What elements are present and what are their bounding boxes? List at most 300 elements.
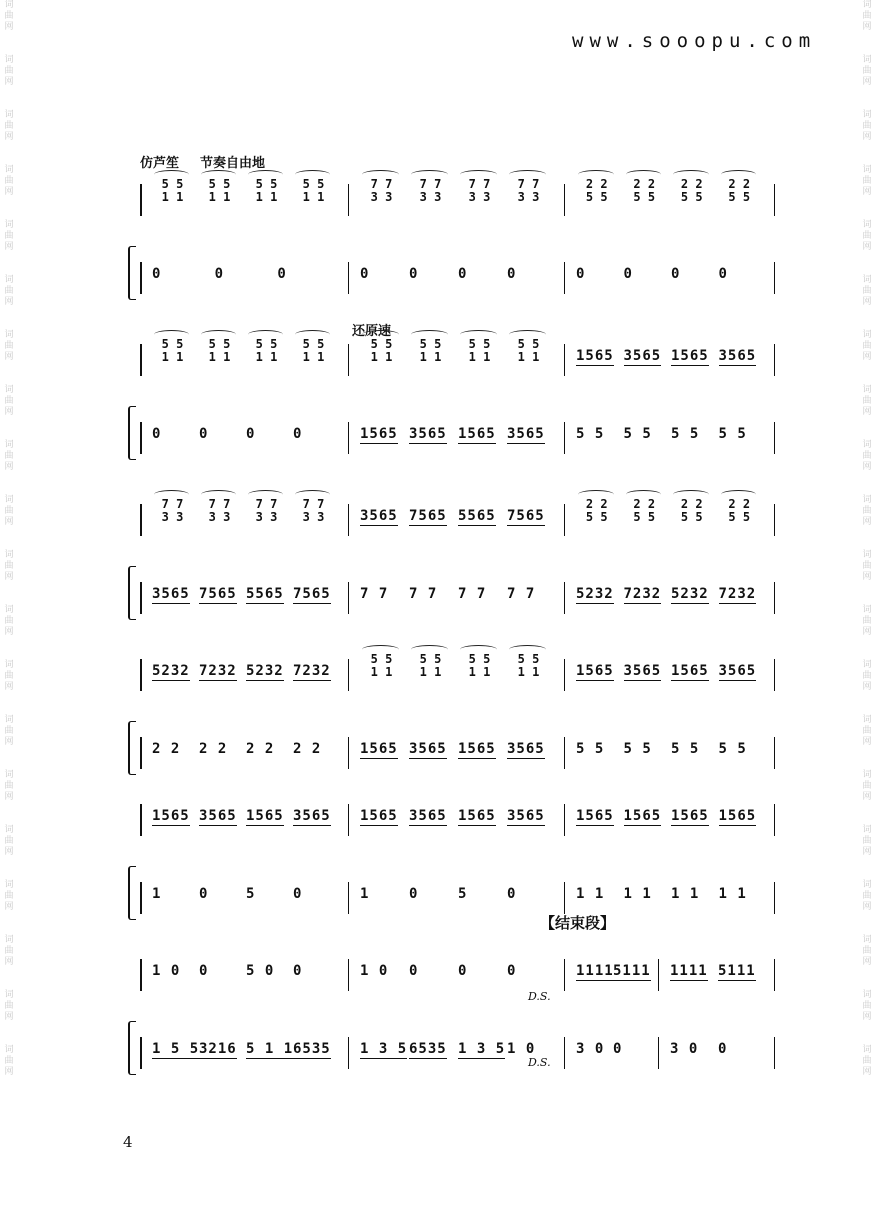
note-lower: 5 5 (633, 510, 656, 524)
watermark-char: 词 (862, 440, 872, 450)
note-text: 0 (360, 266, 370, 282)
note-group (576, 886, 604, 902)
note-group (576, 663, 614, 679)
score-system (128, 337, 768, 462)
note-group (152, 426, 161, 442)
watermark-char: 词 (862, 715, 872, 725)
barline (348, 184, 349, 216)
system-brace (128, 246, 136, 300)
watermark-char: 曲 (862, 451, 872, 461)
watermark-char: 网 (4, 1067, 14, 1077)
left-watermark-column (2, 0, 16, 1218)
slur (362, 170, 399, 179)
slur (201, 170, 236, 179)
slur (295, 170, 330, 179)
slur (509, 170, 546, 179)
watermark-char: 词 (4, 715, 14, 725)
note-lower: 3 3 (517, 190, 540, 204)
note-text: 2 2 (293, 741, 322, 757)
barline (774, 184, 775, 216)
barline (348, 504, 349, 536)
note-group (277, 266, 286, 282)
watermark-char: 词 (862, 1045, 872, 1055)
note-upper: 5 5 (161, 337, 184, 351)
slur (248, 330, 283, 339)
watermark-gap (860, 528, 874, 550)
note-group (199, 963, 208, 979)
note-lower: 1 1 (517, 350, 540, 364)
slur (673, 490, 709, 499)
note-text: 5 0 (246, 963, 275, 979)
note-group (409, 808, 447, 824)
barline (564, 804, 565, 836)
note-text: 0 (458, 963, 468, 979)
instrument-label: 仿芦笙 (140, 156, 180, 171)
watermark-char: 曲 (862, 341, 872, 351)
note-text: 3565 (507, 426, 545, 442)
note-text: 6535 (293, 1041, 331, 1057)
watermark-char: 词 (862, 165, 872, 175)
watermark-char: 曲 (4, 11, 14, 21)
note-text: 1565 (718, 808, 757, 824)
watermark-char: 曲 (4, 121, 14, 131)
note-group (624, 663, 662, 679)
right-watermark-column (860, 0, 874, 1218)
slur (201, 490, 236, 499)
watermark-char: 网 (4, 407, 14, 417)
ds-mark-lower: D.S. (528, 1056, 551, 1069)
watermark-gap (2, 803, 16, 825)
note-text: 5 5 (718, 426, 747, 442)
note-group (293, 663, 331, 679)
barline (774, 262, 775, 294)
note-upper: 5 5 (370, 337, 393, 351)
note-group (624, 586, 662, 602)
note-text: 7 7 (507, 586, 536, 602)
watermark-char: 词 (4, 495, 14, 505)
watermark-char: 网 (4, 22, 14, 32)
barline (774, 737, 775, 769)
watermark-gap (860, 473, 874, 495)
note-text: 0 (409, 886, 419, 902)
barline (658, 959, 659, 991)
note-text: 0 (718, 1041, 728, 1057)
watermark-char: 网 (4, 242, 14, 252)
watermark-char: 曲 (862, 231, 872, 241)
barline (774, 959, 775, 991)
watermark-char: 网 (862, 1067, 872, 1077)
note-text: 1 0 (152, 963, 181, 979)
note-group (719, 426, 747, 442)
note-upper: 2 2 (680, 497, 703, 511)
note-group (152, 963, 180, 979)
note-group (624, 741, 652, 757)
note-text: 1565 (458, 808, 496, 824)
watermark-char: 曲 (4, 506, 14, 516)
slur (509, 330, 546, 339)
note-group (199, 741, 227, 757)
note-group (293, 426, 302, 442)
watermark-char: 曲 (862, 726, 872, 736)
upper-staff (140, 652, 768, 695)
note-lower: 1 1 (468, 665, 491, 679)
note-text: 0 (623, 266, 633, 282)
note-text: 0 (409, 963, 419, 979)
note-text: 0 (199, 426, 209, 442)
note-stack (576, 178, 618, 204)
note-group (613, 963, 651, 979)
note-upper: 5 5 (208, 337, 231, 351)
watermark-char: 网 (862, 737, 872, 747)
barline (774, 344, 775, 376)
barline (140, 184, 142, 216)
note-text: 5 (246, 886, 256, 902)
note-group (360, 586, 388, 602)
barline (140, 882, 142, 914)
note-text: 3565 (623, 348, 662, 364)
note-upper: 5 5 (517, 337, 540, 351)
watermark-char: 网 (862, 572, 872, 582)
note-group (719, 886, 747, 902)
watermark-char: 词 (4, 880, 14, 890)
watermark-char: 词 (4, 660, 14, 670)
note-text: 1565 (458, 741, 496, 757)
watermark-char: 网 (4, 957, 14, 967)
note-upper: 7 7 (517, 177, 540, 191)
note-lower: 1 1 (370, 665, 393, 679)
note-text: 0 (293, 963, 303, 979)
note-stack (293, 498, 334, 524)
barline (140, 1037, 142, 1069)
system-brace (128, 406, 136, 460)
slur (460, 170, 497, 179)
barline (348, 1037, 349, 1069)
watermark-gap (860, 33, 874, 55)
watermark-gap (860, 253, 874, 275)
watermark-gap (860, 693, 874, 715)
note-text: 3565 (293, 808, 331, 824)
watermark-gap (860, 143, 874, 165)
note-group (719, 266, 728, 282)
note-text: 0 (199, 963, 209, 979)
note-text: 1 3 5 (360, 1041, 408, 1057)
note-text: 1 3 5 (458, 1041, 506, 1057)
note-text: 2 2 (152, 741, 181, 757)
note-upper: 5 5 (468, 652, 491, 666)
watermark-char: 词 (862, 220, 872, 230)
note-group (671, 586, 709, 602)
note-lower: 1 1 (302, 190, 325, 204)
note-group (458, 586, 486, 602)
watermark-gap (2, 583, 16, 605)
note-upper: 7 7 (161, 497, 184, 511)
note-group (671, 663, 709, 679)
watermark-char: 词 (862, 660, 872, 670)
barline (564, 659, 565, 691)
note-lower: 3 3 (255, 510, 278, 524)
note-group (246, 663, 284, 679)
note-text: 5232 (671, 586, 709, 602)
note-upper: 5 5 (302, 177, 325, 191)
note-upper: 2 2 (585, 177, 608, 191)
watermark-char: 网 (4, 572, 14, 582)
note-stack (671, 178, 713, 204)
note-group (576, 266, 585, 282)
watermark-char: 词 (862, 550, 872, 560)
watermark-char: 网 (4, 517, 14, 527)
note-group (670, 1041, 698, 1057)
note-upper: 7 7 (208, 497, 231, 511)
slur (509, 645, 546, 654)
note-upper: 7 7 (255, 497, 278, 511)
note-lower: 1 1 (302, 350, 325, 364)
note-lower: 3 3 (370, 190, 393, 204)
watermark-char: 曲 (862, 176, 872, 186)
note-stack (199, 498, 240, 524)
barline (774, 422, 775, 454)
note-upper: 2 2 (633, 177, 656, 191)
note-text: 1565 (576, 808, 614, 824)
note-upper: 2 2 (633, 497, 656, 511)
note-text: 5111 (718, 963, 756, 979)
note-stack (293, 338, 334, 364)
watermark-char: 网 (4, 847, 14, 857)
watermark-char: 网 (4, 297, 14, 307)
upper-staff (140, 177, 768, 220)
note-text: 3565 (199, 808, 237, 824)
note-stack (458, 178, 501, 204)
note-group (458, 886, 467, 902)
watermark-char: 曲 (862, 836, 872, 846)
watermark-gap (2, 968, 16, 990)
note-text: 7232 (199, 663, 237, 679)
barline (774, 659, 775, 691)
watermark-char: 网 (862, 847, 872, 857)
slur (673, 170, 709, 179)
watermark-char: 网 (862, 682, 872, 692)
note-group (360, 508, 398, 524)
watermark-char: 网 (862, 22, 872, 32)
note-group (507, 426, 545, 442)
watermark-char: 网 (862, 1012, 872, 1022)
note-stack (409, 653, 452, 679)
note-group (719, 586, 757, 602)
watermark-char: 网 (862, 792, 872, 802)
note-group (624, 808, 662, 824)
note-group (246, 741, 274, 757)
note-group (507, 808, 545, 824)
note-lower: 5 5 (585, 190, 608, 204)
watermark-char: 词 (4, 440, 14, 450)
watermark-char: 曲 (4, 451, 14, 461)
note-group (624, 266, 633, 282)
note-group (624, 886, 652, 902)
note-text: 7232 (623, 586, 662, 602)
note-group (576, 426, 604, 442)
watermark-char: 网 (862, 462, 872, 472)
watermark-char: 曲 (862, 11, 872, 21)
barline (348, 422, 349, 454)
watermark-char: 词 (862, 880, 872, 890)
watermark-char: 曲 (862, 1056, 872, 1066)
barline (774, 1037, 775, 1069)
note-text: 7 7 (409, 586, 438, 602)
note-group (246, 586, 284, 602)
barline (348, 882, 349, 914)
note-text: 5 5 (623, 426, 652, 442)
note-group (360, 426, 398, 442)
note-group (458, 1041, 505, 1057)
watermark-char: 词 (4, 825, 14, 835)
barline (564, 582, 565, 614)
note-text: 0 (409, 266, 419, 282)
note-text: 1 (152, 886, 162, 902)
watermark-char: 词 (4, 330, 14, 340)
note-upper: 5 5 (517, 652, 540, 666)
note-text: 1 0 (360, 963, 389, 979)
note-text: 1565 (458, 426, 496, 442)
note-stack (360, 653, 403, 679)
note-text: 5 5 (576, 741, 605, 757)
note-group (507, 886, 516, 902)
barline (564, 1037, 565, 1069)
watermark-char: 网 (862, 627, 872, 637)
watermark-char: 词 (4, 275, 14, 285)
note-text: 7 7 (458, 586, 487, 602)
note-text: 0 (277, 266, 287, 282)
watermark-char: 词 (4, 1045, 14, 1055)
note-text: 1565 (360, 741, 398, 757)
note-text: 3565 (360, 508, 398, 524)
note-text: 7565 (409, 508, 447, 524)
note-text: 1 5 5 (152, 1041, 200, 1057)
watermark-gap (2, 143, 16, 165)
watermark-gap (860, 308, 874, 330)
watermark-char: 词 (862, 935, 872, 945)
note-text: 1111 (576, 963, 614, 979)
watermark-char: 曲 (862, 121, 872, 131)
barline (348, 737, 349, 769)
note-group (507, 266, 516, 282)
note-lower: 1 1 (208, 350, 231, 364)
watermark-char: 网 (4, 902, 14, 912)
note-group (458, 808, 496, 824)
watermark-char: 词 (4, 165, 14, 175)
note-group (152, 886, 161, 902)
watermark-char: 曲 (4, 1001, 14, 1011)
note-stack (246, 178, 287, 204)
watermark-gap (2, 528, 16, 550)
note-upper: 5 5 (208, 177, 231, 191)
note-text: 1 1 (576, 886, 605, 902)
note-lower: 5 5 (680, 190, 703, 204)
slur (154, 170, 189, 179)
note-text: 1565 (360, 426, 398, 442)
note-group (507, 741, 545, 757)
note-stack (293, 178, 334, 204)
watermark-char: 曲 (4, 66, 14, 76)
note-upper: 2 2 (585, 497, 608, 511)
note-upper: 5 5 (370, 652, 393, 666)
note-stack (152, 498, 193, 524)
note-group (576, 741, 604, 757)
barline (564, 959, 565, 991)
note-stack (671, 498, 713, 524)
note-lower: 5 5 (680, 510, 703, 524)
note-text: 1565 (576, 663, 614, 679)
note-text: 1111 (670, 963, 708, 979)
note-upper: 2 2 (728, 497, 751, 511)
note-group (360, 1041, 407, 1057)
watermark-char: 曲 (4, 726, 14, 736)
barline (564, 344, 565, 376)
note-lower: 1 1 (370, 350, 393, 364)
note-group (409, 1041, 447, 1057)
note-text: 0 (293, 426, 303, 442)
note-group (458, 266, 467, 282)
note-group (293, 1041, 331, 1057)
barline (564, 882, 565, 914)
slur (626, 490, 662, 499)
note-text: 1 (360, 886, 370, 902)
note-group (671, 348, 709, 364)
note-text: 5565 (246, 586, 284, 602)
note-stack (199, 178, 240, 204)
note-text: 1 1 (671, 886, 700, 902)
note-group (215, 266, 224, 282)
watermark-gap (2, 418, 16, 440)
note-upper: 2 2 (680, 177, 703, 191)
watermark-char: 曲 (862, 396, 872, 406)
note-group (152, 586, 190, 602)
watermark-char: 词 (4, 605, 14, 615)
note-text: 3565 (623, 663, 662, 679)
barline (774, 882, 775, 914)
barline (774, 504, 775, 536)
note-upper: 7 7 (468, 177, 491, 191)
note-text: 3565 (409, 808, 447, 824)
note-text: 1565 (152, 808, 190, 824)
barline (564, 184, 565, 216)
watermark-gap (860, 638, 874, 660)
note-group (199, 1041, 237, 1057)
note-upper: 5 5 (419, 337, 442, 351)
note-text: 2 2 (246, 741, 275, 757)
note-lower: 1 1 (255, 190, 278, 204)
note-group (507, 963, 516, 979)
watermark-char: 曲 (4, 836, 14, 846)
watermark-char: 词 (862, 110, 872, 120)
score-system (128, 497, 768, 622)
restore-tempo-label: 还原速 (352, 324, 392, 339)
barline (348, 262, 349, 294)
tempo-label: 节奏自由地 (200, 156, 266, 171)
note-upper: 5 5 (255, 177, 278, 191)
note-text: 3565 (718, 663, 757, 679)
note-group (293, 586, 331, 602)
watermark-char: 网 (4, 352, 14, 362)
note-text: 3565 (152, 586, 190, 602)
barline (140, 659, 142, 691)
note-group (507, 586, 535, 602)
barline (140, 737, 142, 769)
note-group (360, 963, 388, 979)
note-group (507, 508, 545, 524)
upper-staff (140, 955, 768, 995)
note-text: 0 (152, 426, 162, 442)
watermark-char: 词 (4, 935, 14, 945)
watermark-char: 词 (4, 0, 14, 10)
